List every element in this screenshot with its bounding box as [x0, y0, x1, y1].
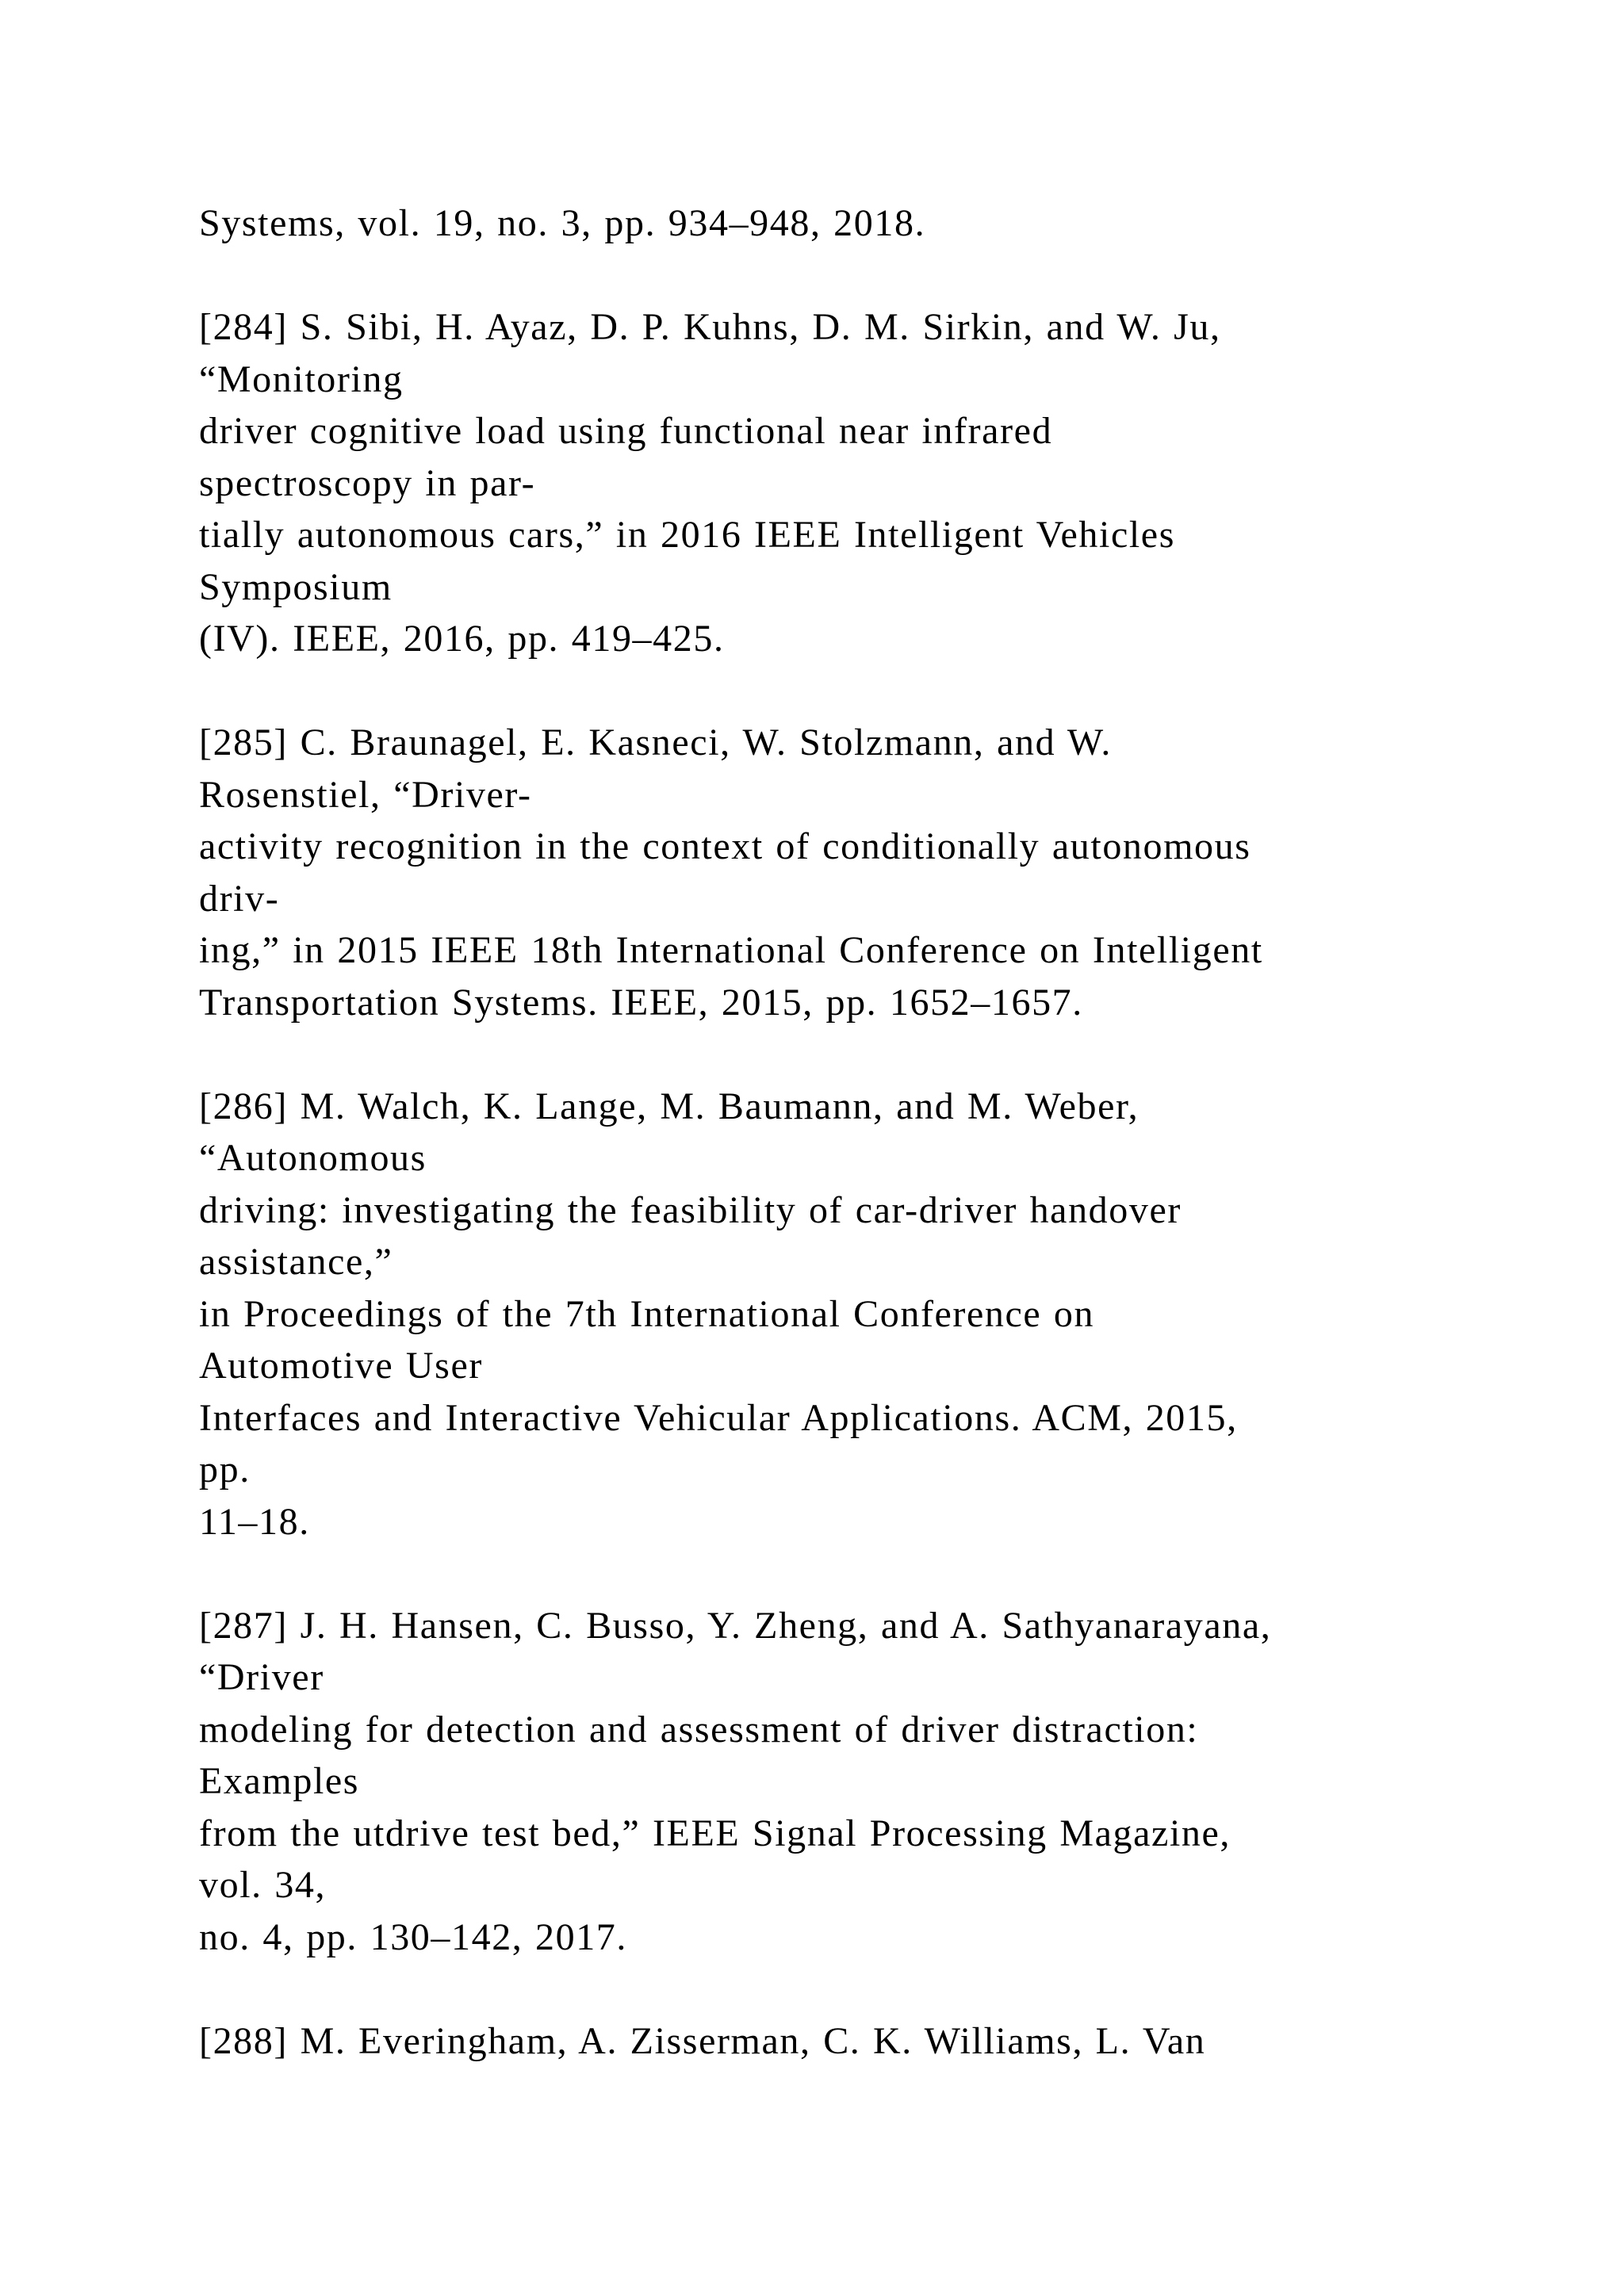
- text-line: no. 4, pp. 130–142, 2017.: [199, 1915, 627, 1958]
- text-line: spectroscopy in par-: [199, 461, 536, 504]
- text-line: from the utdrive test bed,” IEEE Signal Processing Magazine,: [199, 1812, 1231, 1854]
- text-line: vol. 34,: [199, 1864, 327, 1906]
- text-line: modeling for detection and assessment of driver distraction:: [199, 1708, 1199, 1751]
- text-line: Transportation Systems. IEEE, 2015, pp. 1652–1657.: [199, 981, 1083, 1024]
- text-line: Systems, vol. 19, no. 3, pp. 934–948, 2018.: [199, 202, 926, 244]
- text-line: ing,” in 2015 IEEE 18th International Conference on Intelligent: [199, 929, 1263, 971]
- text-line: Interfaces and Interactive Vehicular Applications. ACM, 2015,: [199, 1396, 1238, 1439]
- text-line: [288] M. Everingham, A. Zisserman, C. K. Williams, L. Van: [199, 2019, 1206, 2062]
- text-line: “Autonomous: [199, 1137, 427, 1179]
- text-line: pp.: [199, 1448, 251, 1490]
- text-line: driver cognitive load using functional near infrared: [199, 410, 1053, 452]
- text-line: (IV). IEEE, 2016, pp. 419–425.: [199, 618, 725, 660]
- blank-line: [199, 250, 1547, 302]
- reference-text: [199, 197, 1547, 2067]
- text-line: “Monitoring: [199, 358, 404, 400]
- text-line: tially autonomous cars,” in 2016 IEEE Intelligent Vehicles: [199, 514, 1175, 556]
- text-line: Rosenstiel, “Driver-: [199, 773, 532, 816]
- text-line: [287] J. H. Hansen, C. Busso, Y. Zheng, and A. Sathyanarayana,: [199, 1604, 1272, 1647]
- text-line: Symposium: [199, 565, 393, 608]
- text-line: driv-: [199, 877, 280, 920]
- blank-line: [199, 1028, 1547, 1081]
- text-line: assistance,”: [199, 1241, 393, 1283]
- blank-line: [199, 665, 1547, 718]
- text-line: in Proceedings of the 7th International Conference on: [199, 1292, 1095, 1335]
- text-line: 11–18.: [199, 1500, 310, 1543]
- text-line: Automotive User: [199, 1345, 483, 1387]
- blank-line: [199, 1963, 1547, 2015]
- text-line: [284] S. Sibi, H. Ayaz, D. P. Kuhns, D. M. Sirkin, and W. Ju,: [199, 306, 1221, 348]
- blank-line: [199, 1548, 1547, 1600]
- text-line: Examples: [199, 1760, 360, 1802]
- text-line: “Driver: [199, 1656, 324, 1698]
- text-line: driving: investigating the feasibility of car-driver handover: [199, 1188, 1182, 1231]
- text-line: [285] C. Braunagel, E. Kasneci, W. Stolzmann, and W.: [199, 721, 1113, 763]
- text-line: [286] M. Walch, K. Lange, M. Baumann, and M. Weber,: [199, 1085, 1139, 1127]
- text-line: activity recognition in the context of conditionally autonomous: [199, 825, 1251, 867]
